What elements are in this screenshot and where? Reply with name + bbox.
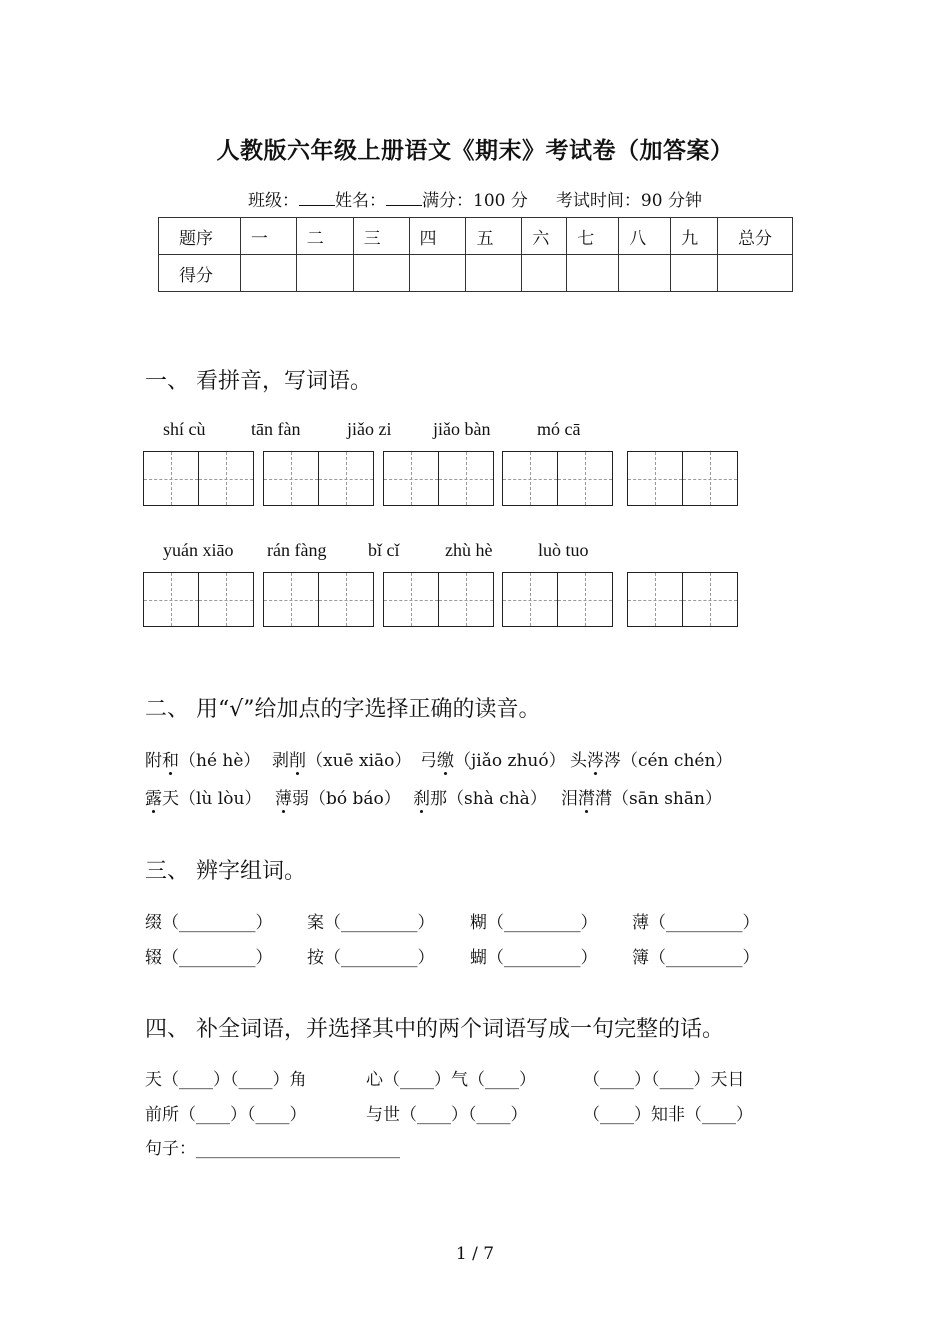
score-header-cell: 总分 xyxy=(718,218,793,255)
word-group-item[interactable]: 糊（_________） xyxy=(470,913,598,933)
section-3-heading: 三、 辨字组词。 xyxy=(145,859,306,884)
pinyin-label: yuán xiāo xyxy=(163,540,234,560)
dotted-char: 和 xyxy=(162,751,179,771)
score-header-cell: 九 xyxy=(671,218,718,255)
idiom-item[interactable]: 前所（____）（____） xyxy=(145,1105,307,1125)
reading-options[interactable]: （shà chà） xyxy=(447,789,547,809)
score-cell[interactable] xyxy=(240,255,296,292)
word-group-item[interactable]: 案（_________） xyxy=(307,913,435,933)
reading-item: 露天（lù lòu） xyxy=(145,789,262,809)
word-group-item[interactable]: 缀（_________） xyxy=(145,913,273,933)
writing-grid[interactable] xyxy=(383,451,494,506)
page-number: 1 / 7 xyxy=(455,1244,495,1264)
score-cell[interactable] xyxy=(671,255,718,292)
writing-grid[interactable] xyxy=(383,572,494,627)
reading-item: 刹那（shà chà） xyxy=(413,789,547,809)
pinyin-label: rán fàng xyxy=(267,540,327,560)
score-cell[interactable] xyxy=(619,255,671,292)
reading-item: 剥削（xuē xiāo） xyxy=(272,751,412,771)
pinyin-label: zhù hè xyxy=(445,540,493,560)
score-header-cell: 六 xyxy=(522,218,567,255)
writing-grid[interactable] xyxy=(627,572,738,627)
reading-item: 弓缴（jiǎo zhuó） xyxy=(420,751,566,771)
score-header-cell: 五 xyxy=(466,218,522,255)
score-cell[interactable] xyxy=(409,255,466,292)
sentence-line[interactable]: 句子：________________________ xyxy=(145,1139,400,1159)
pinyin-label: bǐ cǐ xyxy=(368,540,400,560)
writing-grid[interactable] xyxy=(502,572,613,627)
reading-item: 头涔涔（cén chén） xyxy=(570,751,733,771)
writing-grid[interactable] xyxy=(143,451,254,506)
idiom-item[interactable]: 与世（____）（____） xyxy=(366,1105,528,1125)
reading-item: 附和（hé hè） xyxy=(145,751,261,771)
word-group-item[interactable]: 辍（_________） xyxy=(145,948,273,968)
reading-options[interactable]: （bó báo） xyxy=(309,789,401,809)
idiom-item[interactable]: （____）（____）天日 xyxy=(583,1070,745,1090)
word-group-item[interactable]: 按（_________） xyxy=(307,948,435,968)
score-cell[interactable] xyxy=(567,255,619,292)
score-cell[interactable] xyxy=(353,255,409,292)
dotted-char: 刹 xyxy=(413,789,430,809)
writing-grid[interactable] xyxy=(263,451,374,506)
score-cell[interactable] xyxy=(296,255,353,292)
writing-grid[interactable] xyxy=(627,451,738,506)
word-group-item[interactable]: 薄（_________） xyxy=(632,913,760,933)
section-4-heading: 四、 补全词语，并选择其中的两个词语写成一句完整的话。 xyxy=(145,1017,724,1042)
pinyin-label: jiǎo zi xyxy=(347,419,392,439)
dotted-char: 削 xyxy=(289,751,306,771)
reading-options[interactable]: （cén chén） xyxy=(621,751,733,771)
score-header-cell: 二 xyxy=(296,218,353,255)
dotted-char: 露 xyxy=(145,789,162,809)
class-label: 班级： xyxy=(248,191,300,211)
idiom-item[interactable]: 心（____）气（____） xyxy=(366,1070,536,1090)
full-score: 满分：100 分 xyxy=(422,191,528,211)
section-2-heading: 二、 用“√”给加点的字选择正确的读音。 xyxy=(145,697,541,722)
score-cell[interactable] xyxy=(466,255,522,292)
score-row-label: 得分 xyxy=(159,255,241,292)
score-header-row xyxy=(159,218,793,255)
reading-options[interactable]: （hé hè） xyxy=(179,751,261,771)
dotted-char: 潸 xyxy=(578,789,595,809)
dotted-char: 薄 xyxy=(275,789,292,809)
exam-time: 考试时间：90 分钟 xyxy=(555,191,702,211)
pinyin-label: luò tuo xyxy=(538,540,589,560)
writing-grid[interactable] xyxy=(263,572,374,627)
score-header-cell: 三 xyxy=(353,218,409,255)
idiom-item[interactable]: 天（____）（____）角 xyxy=(145,1070,307,1090)
exam-info xyxy=(0,186,950,211)
page-title: 人教版六年级上册语文《期末》考试卷（加答案） xyxy=(216,137,734,164)
idiom-item[interactable]: （____）知非（____） xyxy=(583,1105,753,1125)
pinyin-label: tān fàn xyxy=(251,419,301,439)
dotted-char: 缴 xyxy=(437,751,454,771)
reading-options[interactable]: （jiǎo zhuó） xyxy=(454,751,566,771)
name-label: 姓名： xyxy=(335,191,387,211)
pinyin-label: mó cā xyxy=(537,419,581,439)
score-header-cell: 八 xyxy=(619,218,671,255)
section-1-heading: 一、 看拼音，写词语。 xyxy=(145,369,372,394)
reading-options[interactable]: （lù lòu） xyxy=(179,789,262,809)
name-blank[interactable] xyxy=(386,189,422,206)
score-table xyxy=(158,217,793,292)
writing-grid[interactable] xyxy=(143,572,254,627)
pinyin-label: shí cù xyxy=(163,419,206,439)
score-header-cell: 题序 xyxy=(159,218,241,255)
score-cell[interactable] xyxy=(718,255,793,292)
word-group-item[interactable]: 簿（_________） xyxy=(632,948,760,968)
class-blank[interactable] xyxy=(299,189,335,206)
score-cell[interactable] xyxy=(522,255,567,292)
reading-options[interactable]: （sān shān） xyxy=(612,789,722,809)
score-header-cell: 一 xyxy=(240,218,296,255)
word-group-item[interactable]: 蝴（_________） xyxy=(470,948,598,968)
score-value-row xyxy=(159,255,793,292)
reading-item: 泪潸潸（sān shān） xyxy=(561,789,722,809)
reading-options[interactable]: （xuē xiāo） xyxy=(306,751,412,771)
score-header-cell: 七 xyxy=(567,218,619,255)
reading-item: 薄弱（bó báo） xyxy=(275,789,401,809)
pinyin-label: jiǎo bàn xyxy=(433,419,491,439)
writing-grid[interactable] xyxy=(502,451,613,506)
dotted-char: 涔 xyxy=(587,751,604,771)
score-header-cell: 四 xyxy=(409,218,466,255)
